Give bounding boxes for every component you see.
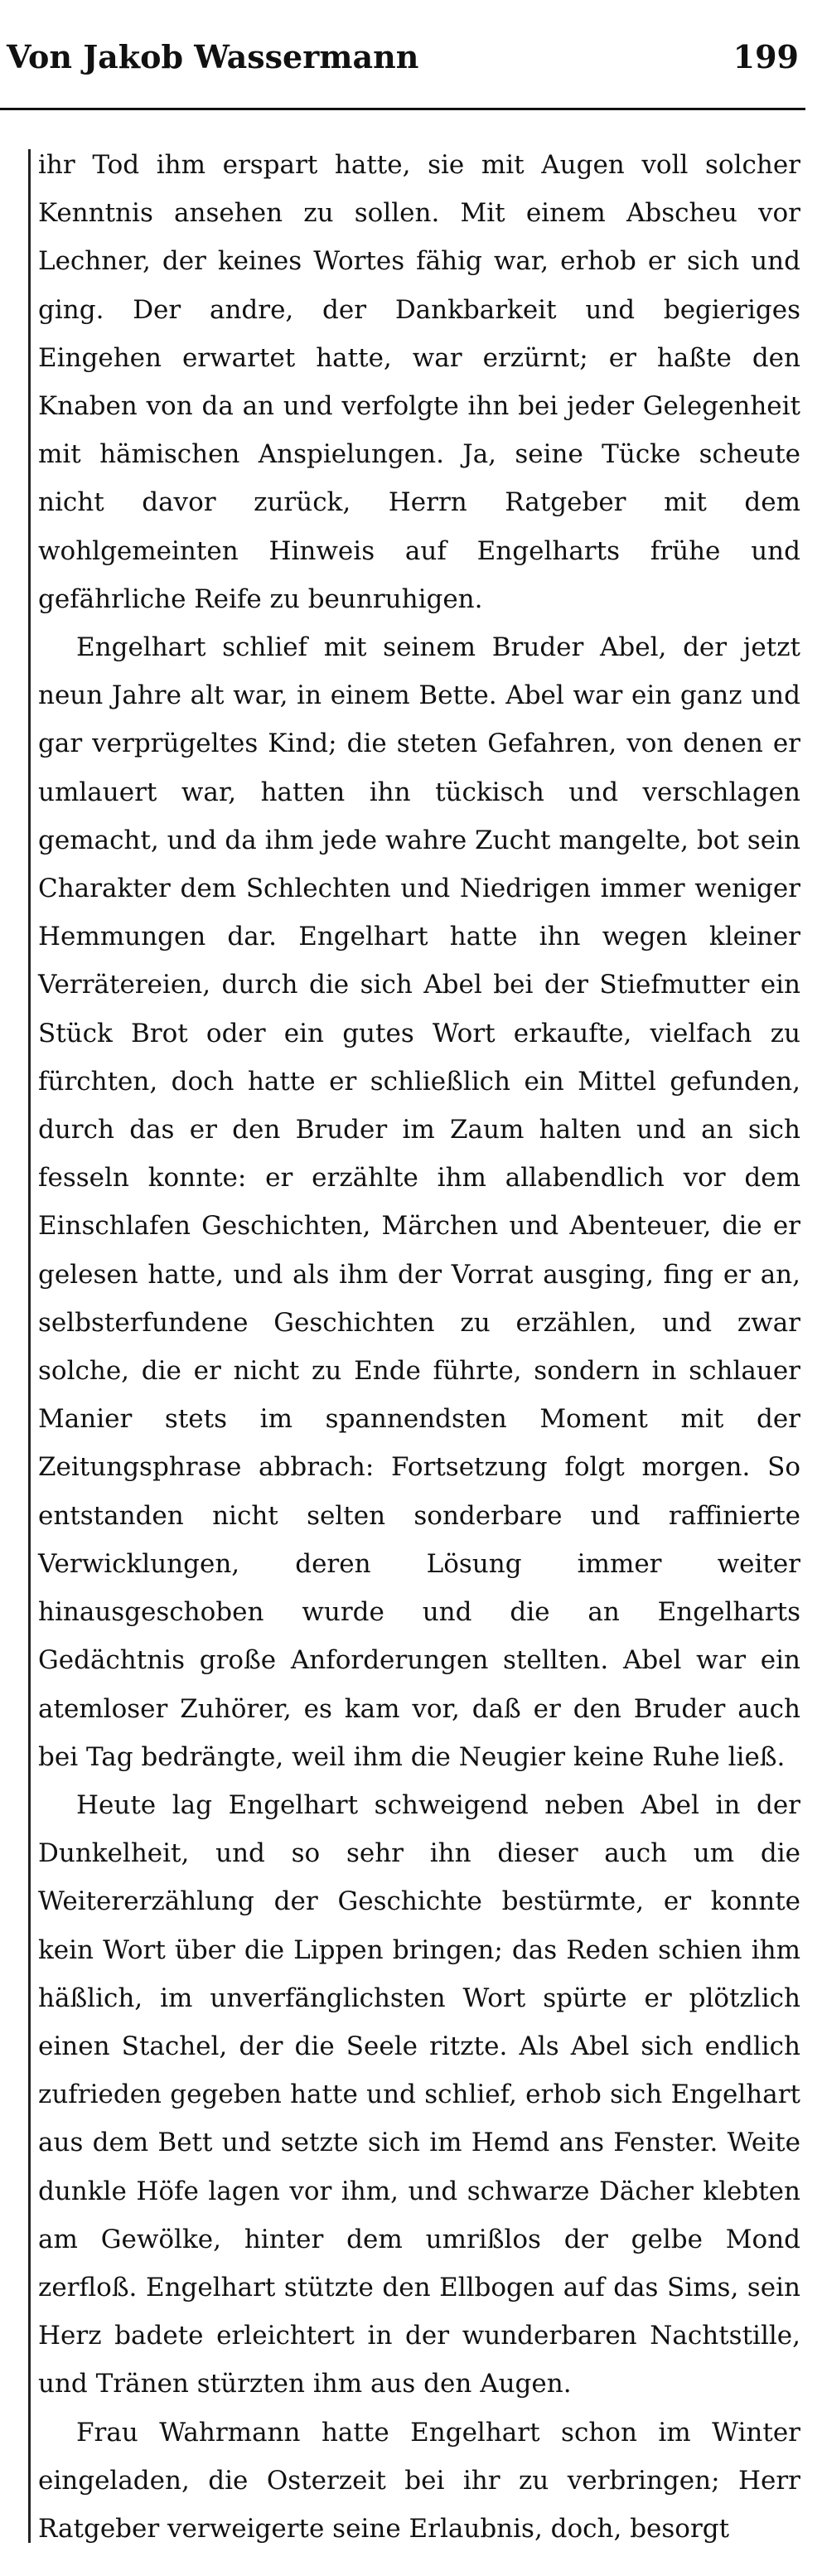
paragraph-4: Frau Wahrmann hatte Engelhart schon im Winter eingeladen, die Osterzeit bei ihr zu verbringen; Herr Ratgeber verweigerte seine Erlaubnis, doch, besorgt bbox=[38, 2417, 800, 2544]
paragraph-3: Heute lag Engelhart schweigend neben Abel in der Dunkelheit, und so sehr ihn dieser auch um die Weitererzählung der Geschichte bestürmte, er konnte kein Wort über die Lippen bringen; das Reden schien ihm häßlich, im unverfänglichsten Wort spürte er plötzlich einen Stachel, der die Seele ritzte. Als Abel sich endlich zufrieden gegeben hatte und schlief, erhob sich Engelhart aus dem Bett und setzte sich im Hemd ans Fenster. Weite dunkle Höfe lagen vor ihm, und schwarze Dächer klebten am Gewölke, hinter dem umrißlos der gelbe Mond zerfloß. Engelhart stützte den Ellbogen auf das Sims, sein Herz badete erleichtert in der wunderbaren Nachtstille, und Tränen stürzten ihm aus den Augen. bbox=[38, 1789, 800, 2399]
page-number: 199 bbox=[733, 37, 799, 75]
paragraph-2: Engelhart schlief mit seinem Bruder Abel, der jetzt neun Jahre alt war, in einem Bette. Abel war ein ganz und gar verprügeltes Kind; die steten Gefahren, von denen er umlauert war, hatten ihn tückisch und verschlagen gemacht, und da ihm jede wahre Zucht mangelte, bot sein Charakter dem Schlechten und Niedrigen immer weniger Hemmungen dar. Engelhart hatte ihn wegen kleiner Verrätereien, durch die sich Abel bei der Stiefmutter ein Stück Brot oder ein gutes Wort erkaufte, vielfach zu fürchten, doch hatte er schließlich ein Mittel gefunden, durch das er den Bruder im Zaum halten und an sich fesseln konnte: er erzählte ihm allabendlich vor dem Einschlafen Geschichten, Märchen und Abenteuer, die er gelesen hatte, und als ihm der Vorrat ausging, fing er an, selbsterfundene Geschichten zu erzählen, und zwar solche, die er nicht zu Ende führte, sondern in schlauer Manier stets im spannendsten Moment mit der Zeitungsphrase abbrach: Fortsetzung folgt morgen. So entstanden nicht selten sonderbare und raffinierte Verwicklungen, deren Lösung immer weiter hinausgeschoben wurde und die an Engelharts Gedächtnis große Anforderungen stellten. Abel war ein atemloser Zuhörer, es kam vor, daß er den Bruder auch bei Tag bedrängte, weil ihm die Neugier keine Ruhe ließ. bbox=[38, 632, 800, 1772]
page-header bbox=[0, 15, 822, 98]
running-title: Von Jakob Wassermann bbox=[7, 37, 419, 75]
body-text bbox=[38, 141, 800, 2553]
header-rule bbox=[0, 108, 805, 110]
margin-rule bbox=[28, 149, 31, 2543]
paragraph-1: ihr Tod ihm erspart hatte, sie mit Augen voll solcher Kenntnis ansehen zu sollen. Mit einem Abscheu vor Lechner, der keines Wortes fähig war, erhob er sich und ging. Der andre, der Dankbarkeit und begieriges Eingehen erwartet hatte, war erzürnt; er haßte den Knaben von da an und verfolgte ihn bei jeder Gelegenheit mit hämischen Anspielungen. Ja, seine Tücke scheute nicht davor zurück, Herrn Ratgeber mit dem wohlgemeinten Hinweis auf Engelharts frühe und gefährliche Reife zu beunruhigen. bbox=[38, 150, 800, 614]
